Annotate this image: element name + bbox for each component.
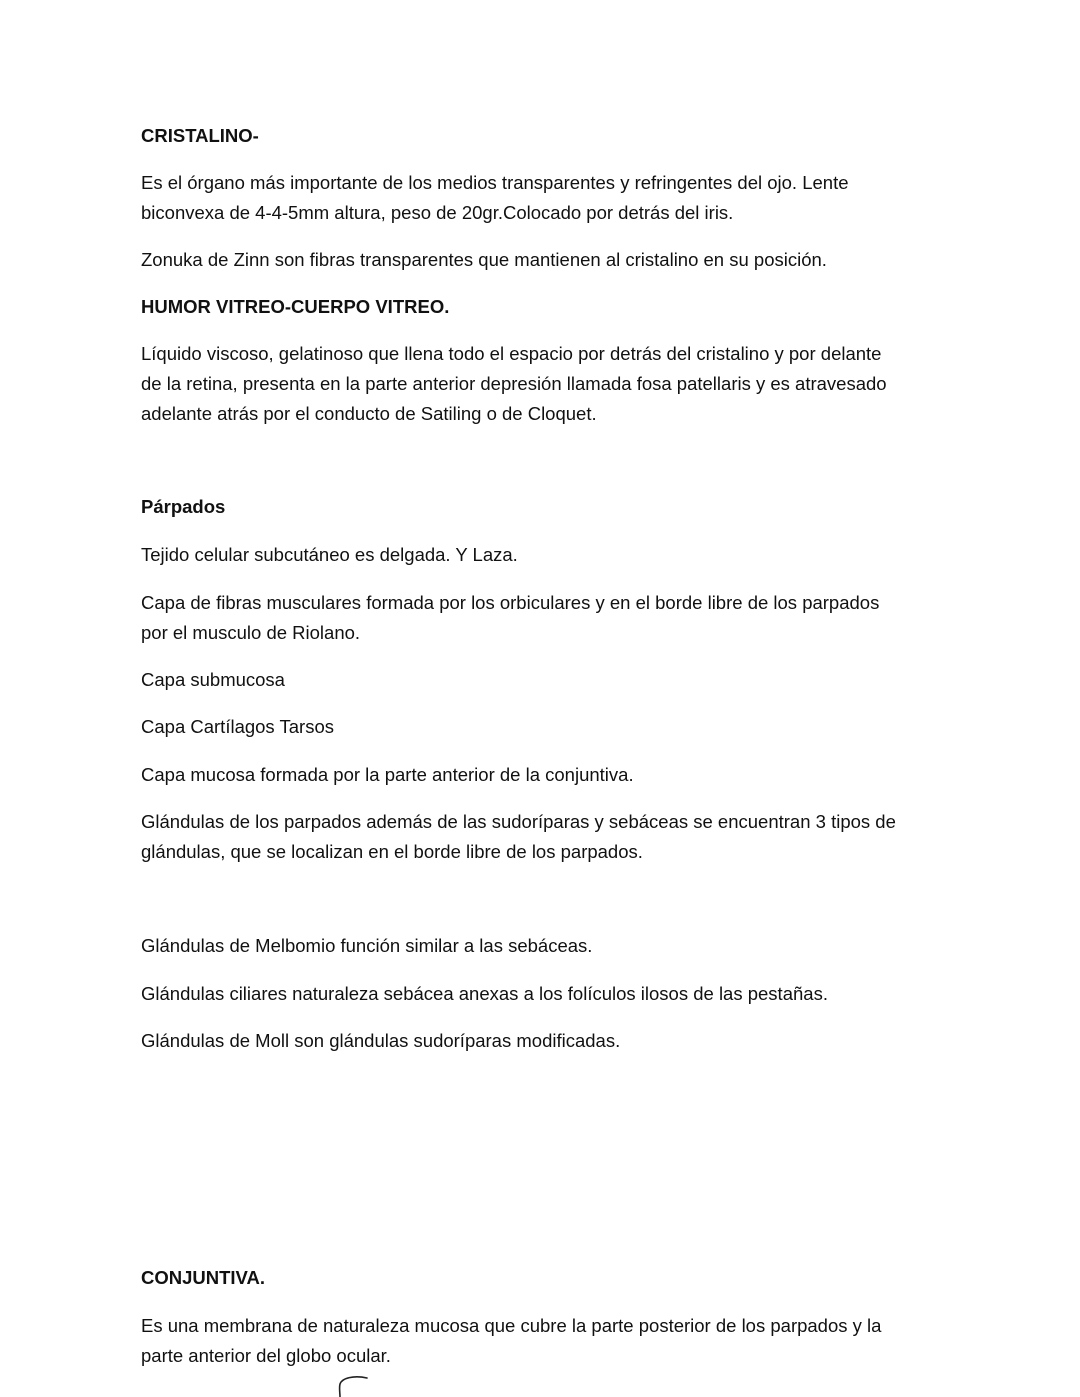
text-line: de la retina, presenta en la parte anterior depresión llamada fosa patellaris y es atravesado [141,373,887,394]
paragraph-glandulas-moll: Glándulas de Moll son glándulas sudoríparas modificadas. [141,1030,621,1051]
paragraph-zonula-zinn: Zonuka de Zinn son fibras transparentes que mantienen al cristalino en su posición. [141,249,827,270]
paragraph-capa-fibras [141,588,941,648]
paragraph-conjuntiva [141,1311,941,1371]
handwritten-stroke-mark [332,1372,372,1397]
paragraph-glandulas-ciliares: Glándulas ciliares naturaleza sebácea anexas a los folículos ilosos de las pestañas. [141,983,828,1004]
text-line: Es una membrana de naturaleza mucosa que cubre la parte posterior de los parpados y la [141,1315,882,1336]
text-line: Glándulas de los parpados además de las sudoríparas y sebáceas se encuentran 3 tipos de [141,811,896,832]
text-line: adelante atrás por el conducto de Satiling o de Cloquet. [141,403,597,424]
heading-humor-vitreo: HUMOR VITREO-CUERPO VITREO. [141,296,450,317]
paragraph-tejido-celular: Tejido celular subcutáneo es delgada. Y Laza. [141,544,518,565]
text-line: parte anterior del globo ocular. [141,1345,391,1366]
text-line: por el musculo de Riolano. [141,622,361,643]
paragraph-glandulas-parpados [141,807,941,867]
heading-parpados: Párpados [141,496,226,517]
paragraph-glandulas-melbomio: Glándulas de Melbomio función similar a las sebáceas. [141,935,593,956]
heading-cristalino: CRISTALINO- [141,125,259,146]
paragraph-cristalino-description [141,168,941,228]
text-line: biconvexa de 4-4-5mm altura, peso de 20gr.Colocado por detrás del iris. [141,202,734,223]
paragraph-capa-cartilagos: Capa Cartílagos Tarsos [141,716,334,737]
paragraph-humor-vitreo [141,339,941,429]
text-line: Capa de fibras musculares formada por los orbiculares y en el borde libre de los parpados [141,592,880,613]
text-line: glándulas, que se localizan en el borde libre de los parpados. [141,841,643,862]
heading-conjuntiva: CONJUNTIVA. [141,1267,266,1288]
text-line: Líquido viscoso, gelatinoso que llena todo el espacio por detrás del cristalino y por delante [141,343,882,364]
paragraph-capa-mucosa: Capa mucosa formada por la parte anterior de la conjuntiva. [141,764,634,785]
text-line: Es el órgano más importante de los medios transparentes y refringentes del ojo. Lente [141,172,849,193]
paragraph-capa-submucosa: Capa submucosa [141,669,285,690]
